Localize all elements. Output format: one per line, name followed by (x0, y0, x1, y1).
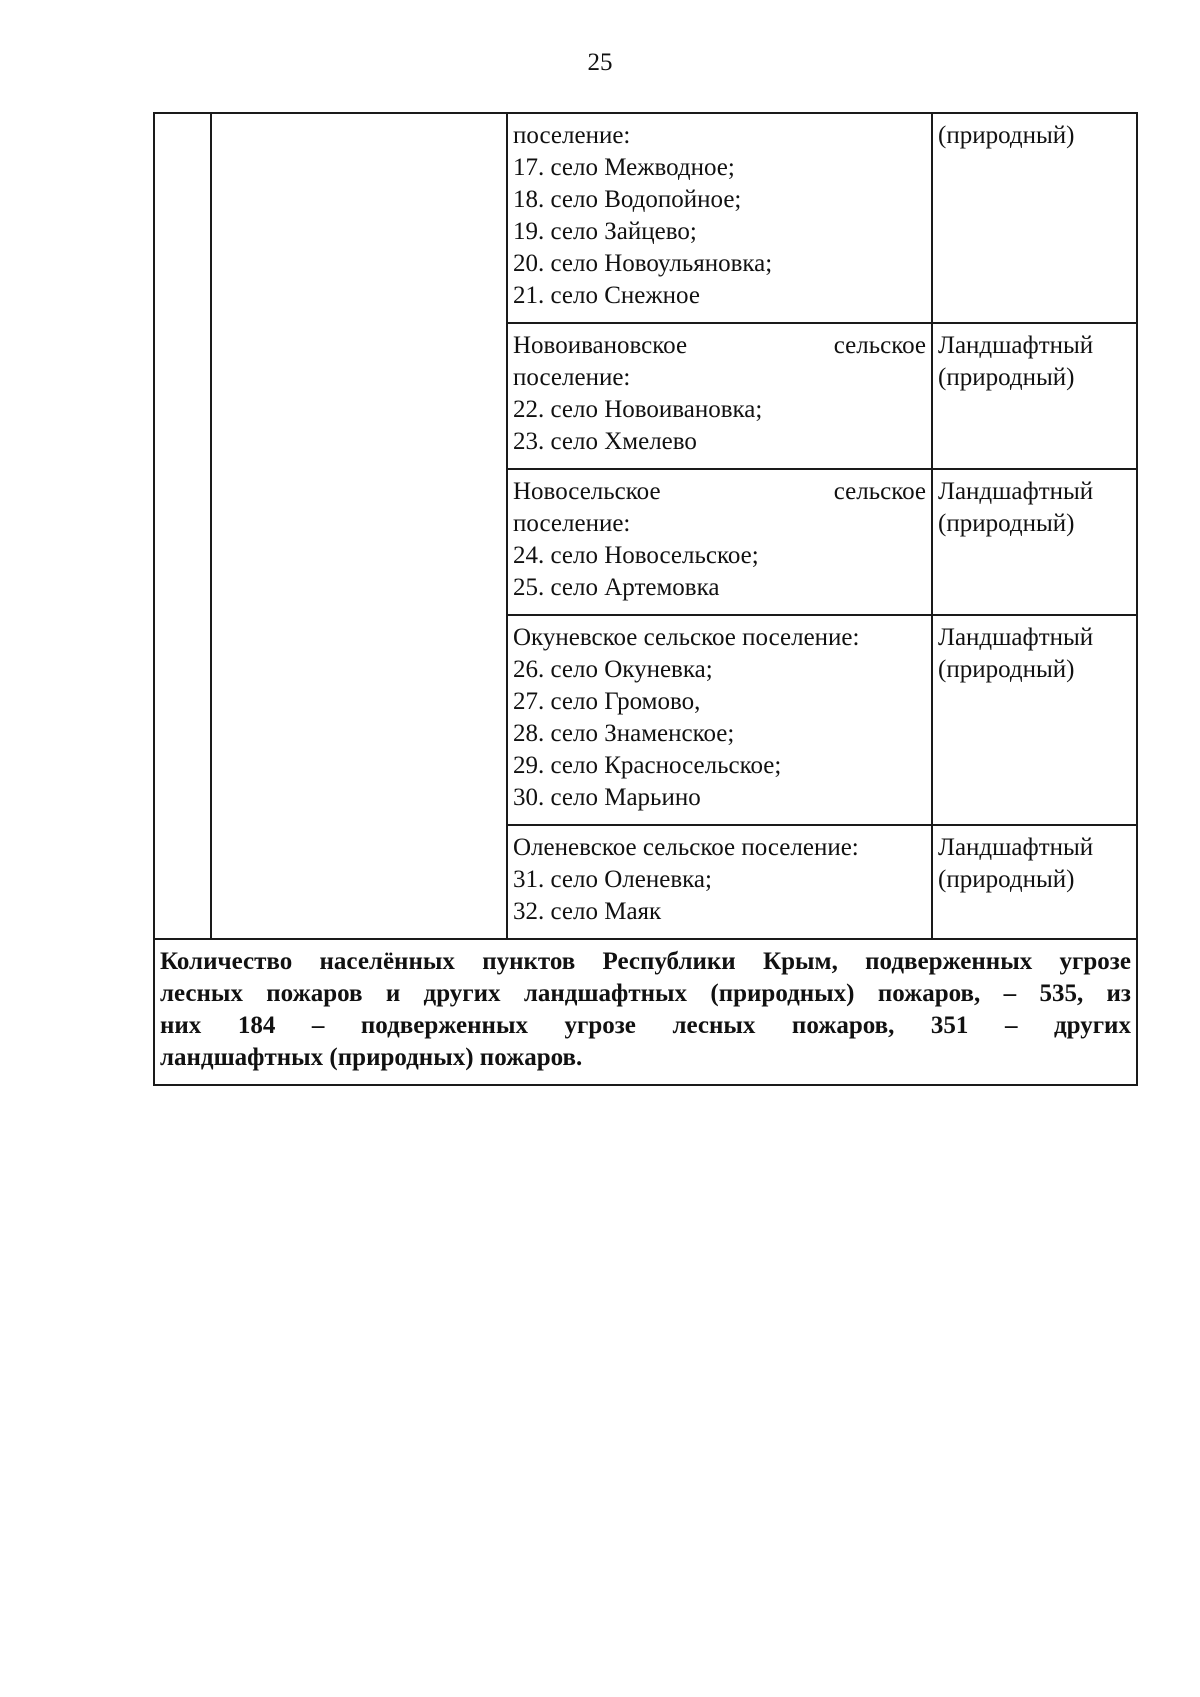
fire-type-cell (932, 323, 1137, 469)
summary-word: – (1003, 980, 1017, 1007)
fire-type-line: (природный) (938, 866, 1075, 893)
settlement-item: 25. село Артемовка (513, 574, 720, 601)
summary-word: Крым, (763, 948, 838, 975)
fire-type-line: Ландшафтный (938, 624, 1094, 651)
district-cell (211, 113, 507, 939)
summary-word: угрозе (1059, 948, 1131, 975)
summary-line-4: ландшафтных (природных) пожаров. (160, 1044, 583, 1071)
fire-type-line: (природный) (938, 656, 1075, 683)
summary-word: подверженных (865, 948, 1033, 975)
settlement-header-kind: сельское (833, 332, 926, 359)
settlement-header-tail: поселение: (513, 510, 631, 537)
fire-type-line: Ландшафтный (938, 834, 1094, 861)
settlement-item: 19. село Зайцево; (513, 218, 697, 245)
fire-type-cell (932, 825, 1137, 939)
settlement-item: 28. село Знаменское; (513, 720, 735, 747)
summary-word: угрозе (564, 1012, 636, 1039)
fire-type-line: Ландшафтный (938, 478, 1094, 505)
summary-word: пожаров (266, 980, 363, 1007)
settlement-header-name: Новосельское (513, 478, 661, 505)
settlement-header-kind: сельское (833, 478, 926, 505)
summary-word: подверженных (360, 1012, 528, 1039)
settlement-header-name: Новоивановское (513, 332, 688, 359)
summary-word: пожаров, (791, 1012, 895, 1039)
settlement-item: 22. село Новоивановка; (513, 396, 763, 423)
summary-word: 351 (930, 1012, 969, 1039)
settlement-header (513, 330, 926, 362)
summary-word: (природных) (710, 980, 855, 1007)
summary-word: Количество (160, 948, 293, 975)
settlement-item: 20. село Новоульяновка; (513, 250, 773, 277)
settlement-header: Окуневское сельское поселение: (513, 624, 860, 651)
settlement-cell (507, 615, 932, 825)
settlement-cell (507, 113, 932, 323)
settlement-item: 31. село Оленевка; (513, 866, 712, 893)
settlement-cell (507, 825, 932, 939)
summary-line-2 (160, 978, 1131, 1010)
settlement-item: 18. село Водопойное; (513, 186, 742, 213)
summary-word: них (160, 1012, 202, 1039)
fire-type-cell (932, 615, 1137, 825)
settlement-item: 32. село Маяк (513, 898, 662, 925)
settlements-table (153, 112, 1138, 1086)
settlement-item: 24. село Новосельское; (513, 542, 759, 569)
summary-word: пунктов (482, 948, 576, 975)
summary-word: других (1053, 1012, 1131, 1039)
summary-word: из (1106, 980, 1131, 1007)
summary-word: 535, (1039, 980, 1084, 1007)
summary-word: других (423, 980, 501, 1007)
settlement-header: Оленевское сельское поселение: (513, 834, 859, 861)
fire-type-line: Ландшафтный (938, 332, 1094, 359)
summary-word: населённых (319, 948, 455, 975)
settlement-item: 23. село Хмелево (513, 428, 697, 455)
fire-type-line: (природный) (938, 510, 1075, 537)
summary-word: 184 (237, 1012, 276, 1039)
summary-word: – (311, 1012, 325, 1039)
fire-type-cell (932, 469, 1137, 615)
summary-word: лесных (672, 1012, 756, 1039)
summary-line-1 (160, 946, 1131, 978)
summary-word: лесных (160, 980, 243, 1007)
settlement-header (513, 476, 926, 508)
settlement-item: 21. село Снежное (513, 282, 700, 309)
summary-word: – (1004, 1012, 1018, 1039)
table-row (154, 113, 1137, 323)
settlement-item: 30. село Марьино (513, 784, 701, 811)
summary-word: ландшафтных (523, 980, 688, 1007)
settlement-header-tail: поселение: (513, 364, 631, 391)
settlement-header: поселение: (513, 122, 631, 149)
summary-word: Республики (602, 948, 736, 975)
number-cell (154, 113, 211, 939)
summary-word: и (385, 980, 401, 1007)
fire-type-line: (природный) (938, 122, 1075, 149)
fire-type-line: (природный) (938, 364, 1075, 391)
summary-word: пожаров, (877, 980, 981, 1007)
summary-row (154, 939, 1137, 1085)
settlement-cell (507, 323, 932, 469)
settlement-item: 27. село Громово, (513, 688, 701, 715)
page-number: 25 (587, 49, 613, 76)
settlement-cell (507, 469, 932, 615)
settlement-item: 17. село Межводное; (513, 154, 735, 181)
settlement-item: 26. село Окуневка; (513, 656, 713, 683)
fire-type-cell (932, 113, 1137, 323)
summary-cell (154, 939, 1137, 1085)
summary-line-3 (160, 1010, 1131, 1042)
settlement-item: 29. село Красносельское; (513, 752, 782, 779)
